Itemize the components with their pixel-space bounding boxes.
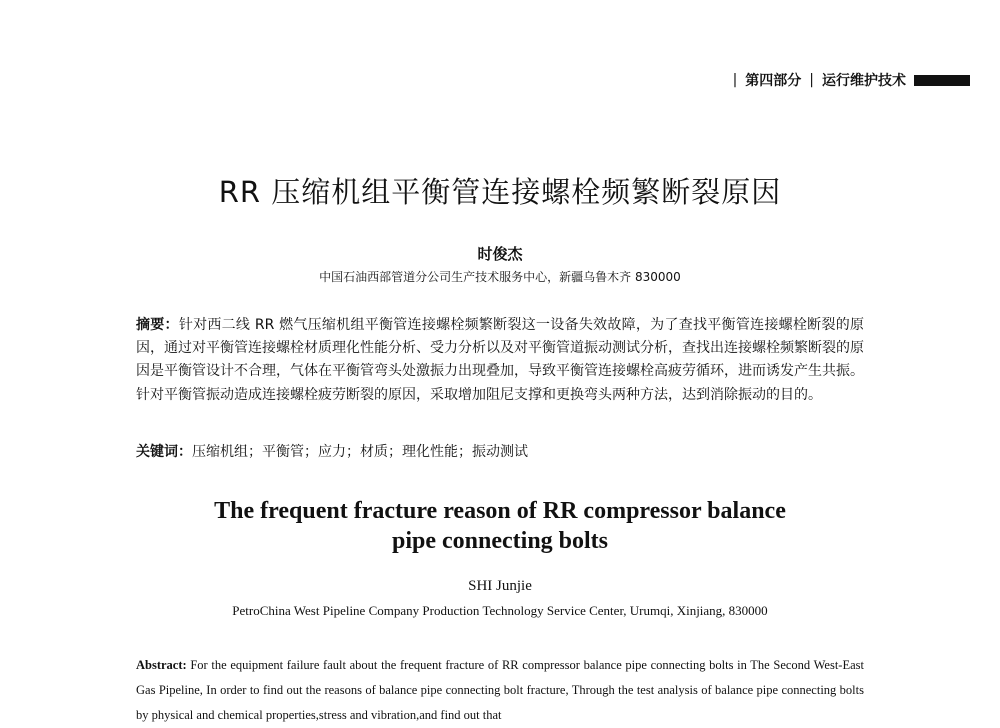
chinese-author: 时俊杰 [477,245,523,263]
running-header [733,70,970,90]
chinese-abstract [136,314,864,407]
header-separator: | [732,72,738,88]
english-title-line1: The frequent fracture reason of RR compressor balance [214,498,786,524]
chinese-keywords-text: 压缩机组；平衡管；应力；材质；理化性能；振动测试 [192,444,528,460]
header-section: 运行维护技术 [822,73,906,89]
header-part: 第四部分 [745,73,802,89]
english-title [0,496,1000,556]
english-abstract-label: Abstract: [136,658,187,672]
chinese-title: RR 压缩机组平衡管连接螺栓频繁断裂原因 [218,175,782,209]
header-bar [914,75,970,86]
chinese-abstract-label: 摘要： [136,317,179,333]
chinese-affiliation: 中国石油西部管道分公司生产技术服务中心，新疆乌鲁木齐 830000 [319,270,681,284]
english-author: SHI Junjie [468,578,532,594]
header-separator: | [809,72,814,88]
chinese-keywords-label: 关键词： [136,444,192,460]
chinese-keywords [136,441,864,461]
chinese-abstract-text: 针对西二线 RR 燃气压缩机组平衡管连接螺栓频繁断裂这一设备失效故障，为了查找平衡管连接螺栓断裂的原因，通过对平衡管连接螺栓材质理化性能分析、受力分析以及对平衡管道振动测试分析，查找出连接螺栓频繁断裂的原因是平衡管设计不合理，气体在平衡管弯头处激振力出现叠加，导致平衡管连接螺栓高疲劳循环，进而诱发产生共振。针对平衡管振动造成连接螺栓疲劳断裂的原因，采取增加阻尼支撑和更换弯头两种方法，达到消除振动的目的。 [136,317,865,403]
english-abstract [136,653,864,728]
english-title-line2: pipe connecting bolts [391,528,609,554]
english-affiliation: PetroChina West Pipeline Company Production Technology Service Center, Urumqi, Xinjiang, 830000 [232,603,768,618]
english-abstract-text: For the equipment failure fault about the frequent fracture of RR compressor balance pipe connecting bolts in The Second West-East Gas Pipeline, In order to find out the reasons of balance pipe connecting bolt fracture, Through the test analysis of balance pipe connecting bolts by physical and chemical properties,stress and vibration,and find out that [136,658,864,722]
